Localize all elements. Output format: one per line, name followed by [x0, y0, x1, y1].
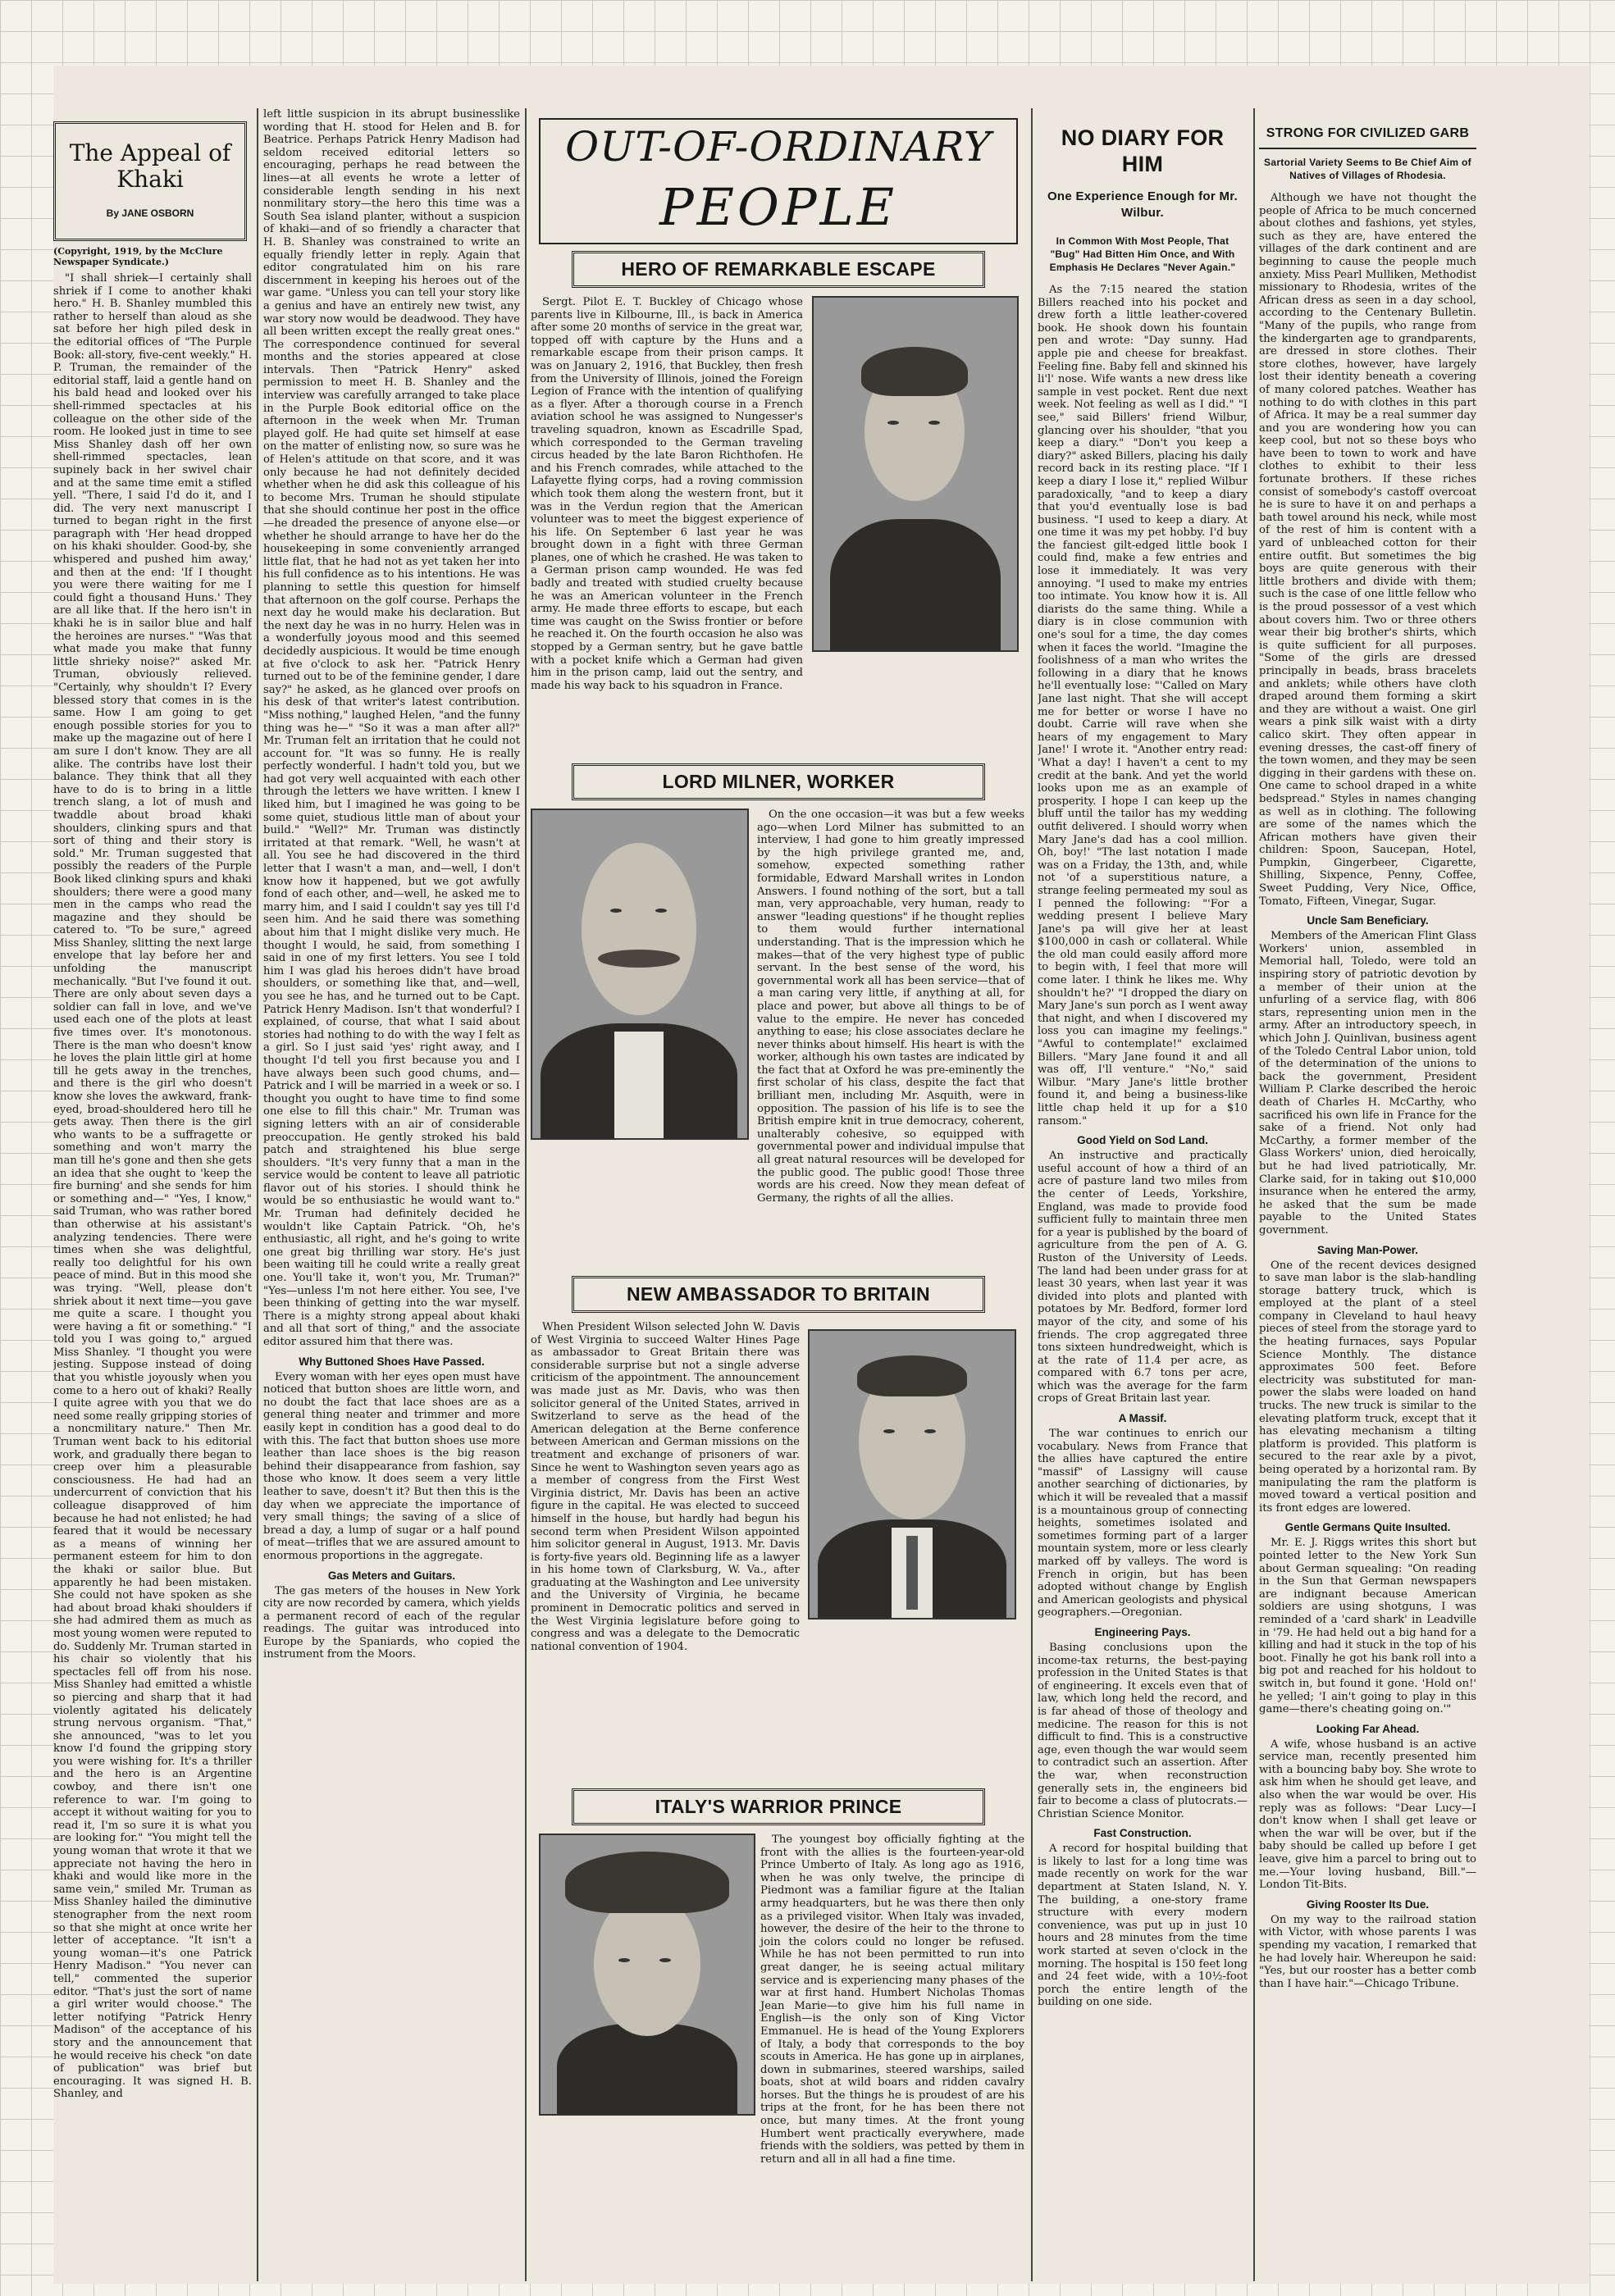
prince-umberto-photo: [539, 1834, 755, 2116]
diary-deck: One Experience Enough for Mr. Wilbur.: [1047, 189, 1239, 220]
khaki-story-body: "I shall shriek—I certainly shall shriek if I come to another khaki hero." H. B. Shanley mumbled this rather to herself than aloud as she sat before her high piled desk in the editorial offices of "The Purple Book: all-story, five-cent weekly." H. P. Truman, the remainder of the editorial staff, laid a gentle hand on his bald head and looked over his shell-rimmed spectacles at his colleague on the other side of the room. He looked just in time to see Miss Shanley dash off her own shell-rimmed spectacles, lean supinely back in her swivel chair and at the same time emit a stifled yell. "There, I said I'd do it, and I did. The very next manuscript I turned to began right in the first paragraph with 'Her head dropped on his khaki shoulder. Good-by, she whispered and pushed him away,' and then at the end: 'If I thought you were there waiting for me I could fight a thousand Huns.' They are all like that. If the hero isn't in khaki he is in sailor blue and half the heroines are nurses." "Was that what made you make that funny little shrieky noise?" asked Mr. Truman, obviously relieved. "Certainly, why shouldn't I? Every blessed story that comes in is the same. How I am going to get enough possible stories for you to make up the magazine out of here I am sure I don't know. They are all alike. The contribs have lost their balance. They think that all they have to do is to bring in a little trench slang, a lot of mush and twaddle about broad khaki shoulders, clinking spurs and that sort of thing and their story is sold." Mr. Truman suggested that possibly the readers of the Purple Book liked clinking spurs and khaki shoulders; there were a good many men in the camps who read the magazine and they should be catered to. "To be sure," agreed Miss Shanley, slitting the next large envelope that lay before her and unfolding the manuscript mechanically. "But I've found it out. There are only about seven days a soldier can fall in love, and we've used each one of the plots at least five times over. It's monotonous. There is the man who doesn't know he loves the plain little girl at home till he gets away in the trenches, and there is the girl who doesn't know she loves the awkward, frank-eyed, broad-shouldered hero till he gets away. Then there is the girl who wants to be a suffragette or something and won't marry the man till he's gone and then she gets an idea that she ought to 'keep the fire burning' and she sends for him or something and—" "Yes, I know," said Truman, who was rather bored than otherwise at his assistant's analyzing tendencies. There were times when she was delightful, really too delightful for his own peace of mind. But in this mood she was trying. "Well, please don't shriek about it next time—you gave me quite a scare. I thought you were having a fit or something." "I told you I was going to," argued Miss Shanley. "I thought you were jesting. Suppose instead of doing that you whistle joyously when you come to a hero out of khaki? Really I quite agree with you that we do need some really gripping stories of a noncmilitary nature." Then Mr. Truman went back to his editorial work, and gradually there began to creep over him a pleasurable consciousness. He had had an undercurrent of conviction that his colleague disapproved of him because he had not enlisted; he had feared that it would be necessary as a means of winning her permanent esteem for him to don the khaki or sailor blue. But apparently he had been mistaken. She could not have spoken as she had about broad khaki shoulders if she had admired them as much as most young women were reputed to do. Suddenly Mr. Truman started in his chair so violently that his spectacles fell off from his nose. Miss Shanley had emitted a whistle so piercing and sharp that it had violently agitated his delicately strung nervous organism. "That," she announced, "was to let you know I'd found the gripping story you were wishing for. It's a thriller and the hero is an Argentine cowboy, and there isn't one reference to war. I'm going to accept it without waiting for you to read it, I'm so sure it is what you are looking for." "You might tell the young woman that wrote it that we appreciate not having the hero in khaki and would like more in the same vein," smiled Mr. Truman as Miss Shanley hailed the diminutive stenographer from the next room so that she might at once write her letter of acceptance. "It isn't a young woman—it's one Patrick Henry Madison." "You never can tell," commented the superior editor. "That's just the sort of name a girl writer would choose." The letter notifying "Patrick Henry Madison" of the acceptance of his story and the announcement that he would receive his check "on date of publication" was brief but encouraging. It was signed H. B. Shanley, and: [53, 272, 252, 2101]
diary-body: As the 7:15 neared the station Billers reached into his pocket and drew forth a little leather-covered book. He shook down his fountain pen and wrote: "Day sunny. Had apple pie and cheese for breakfast. Feeling fine. Baby fell and skinned his li'l' nose. Wife wants a new dress like sample in vest pocket. Rent due next week. Not feeling as well as I did." "I see," said Billers' friend Wilbur, glancing over his shoulder, "that you keep a diary." "Don't you keep a diary?" asked Billers, placing his daily record back in its resting place. "If I keep a diary I lose it," replied Wilbur paradoxically, "and to keep a diary that you'd eventually lose is bad business. "I used to keep a diary. At one time it was my pet hobby. I'd buy the fanciest gilt-edged little book I could find, make a few entries and lose it immediately. It was very annoying. "I used to make my entries too intimate. You know how it is. All diarists do the same thing. While a diary is in close communion with one's soul for a time, the day comes when it faces the world. "Imagine the foolishness of a man who writes the following in a diary that he knows he'll eventually lose: "'Called on Mary Jane last night. That she will accept me for better or worse I have no doubt. Carrie will rave when she hears of my engagement to Mary Jane!' I wrote it. "Another entry read: 'What a day! I haven't a cent to my credit at the bank. And yet the world looks upon me as an example of prosperity. I hope I can keep up the bluff until the tailor has my wedding outfit delivered. I should worry when Mary Jane's dad has a cool million. Oh, boy!' "The last notation I made was on a Friday, the 13th, and, while not 'of a superstitious nature, a strange feeling permeated my soul as I penned the following: "'For a wedding present I believe Mary Jane's pa will give her at least $100,000 in cash or collateral. While the old man could easily afford more to begin with, I feel that more will come later. I think he likes me. Why shouldn't he?' "I dropped the diary on Mary Jane's sun porch as I went away that night, and when I discovered my loss you can imagine my feelings." "Awful to contemplate!" exclaimed Billers. "Mary Jane found it and all was off, I'll venture." "No," said Wilbur. "Mary Jane's little brother found it, and being a business-like little chap held it up for a $10 ransom.": [1038, 284, 1248, 1128]
khaki-copyright: (Copyright, 1919, by the McClure Newspaper Syndicate.): [53, 246, 223, 267]
rooster-headline: Giving Rooster Its Due.: [1306, 1897, 1430, 1911]
column-rule: [1031, 108, 1033, 2281]
escape-headline: HERO OF REMARKABLE ESCAPE: [572, 251, 985, 288]
massif-body: The war continues to enrich our vocabulary. News from France that the allies have captured the entire "massif" of Lassigny will cause another searching of dictionaries, by which it will be revealed that a massif is a mountainous group of connecting heights, sometimes isolated and sometimes forming part of a larger mountain system, more or less clearly marked off by valleys. The word is French in origin, but has been adopted without change by English and American geologists and physical geographers.—Oregonian.: [1038, 1428, 1248, 1620]
construction-headline: Fast Construction.: [1093, 1827, 1192, 1840]
khaki-title-box: [53, 121, 247, 241]
garb-headline: STRONG FOR CIVILIZED GARB: [1259, 126, 1476, 149]
milner-section: [531, 809, 1026, 1268]
saving-body: One of the recent devices designed to save man labor is the slab-handling storage battery truck, which is employed at the plant of a steel company in Cleveland to haul heavy pieces of steel from the storage yard to the heating furnaces, says Popular Science Monthly. The distance approximates 500 feet. Before electricity was substituted for man-power the slabs were loaded on hand trucks. The new truck is similar to the elevating platform truck, except that it has elevating mechanism a tilting platform is provided. This platform is secured to the rear axle by a pivot, being operated by a horizontal ram. By manipulating the ram the platform is moved toward a vertical position and its front edges are lowered.: [1259, 1259, 1476, 1515]
out-of-ordinary-section: [531, 108, 1026, 2281]
escape-body: Sergt. Pilot E. T. Buckley of Chicago whose parents live in Kilbourne, Ill., is back in America after some 20 months of service in the great war, topped off with capture by the Huns and a remarkable escape from their prison camps. It was on January 2, 1916, that Buckley, then fresh from the University of Illinois, joined the Foreign Legion of France with the intention of qualifying as a flyer. After a thorough course in a French aviation school he was assigned to Nungesser's traveling squadron, known as Escadrille Spad, which corresponded to the German traveling circus headed by the late Baron Richthofen. He and his French comrades, while attached to the Lafayette flying corps, had a roving commission which took them along the western front, but it was in the Verdun region that the American volunteer was to meet the biggest experience of his life. On September 6 last year he was brought down in a fight with three German planes, one of which he crashed. He was taken to a German prison camp wounded. He was fed badly and treated with studied cruelty because he was an American volunteer in the French army. He made three efforts to escape, but each time was caught on the Swiss frontier or before he reached it. On the fourth occasion he also was stopped by a German sentry, but he gave battle with a pocket knife which a German had given him in the prison camp, laid out the sentry, and made his way back to his squadron in France.: [531, 296, 803, 692]
gentle-germans-headline: Gentle Germans Quite Insulted.: [1284, 1521, 1451, 1534]
shoes-headline: Why Buttoned Shoes Have Passed.: [299, 1355, 485, 1368]
davis-portrait-photo: [808, 1329, 1016, 1620]
column-rule: [257, 108, 258, 2281]
construction-body: A record for hospital building that is likely to last for a long time was made recently on work for the war department at Staten Island, N. Y. The building, a one-story frame structure with every modern convenience, was put up in just 10 hours and 28 minutes from the time work started at seven o'clock in the morning. The hospital is 150 feet long and 24 feet wide, with a 10½-foot porch the entire length of the building on one side.: [1038, 1843, 1248, 2009]
column-rule: [525, 108, 527, 2281]
milner-headline: LORD MILNER, WORKER: [572, 763, 985, 800]
diary-column: [1038, 108, 1248, 2281]
garb-deck: Sartorial Variety Seems to Be Chief Aim of Natives of Villages of Rhodesia.: [1264, 157, 1471, 181]
garb-body: Although we have not thought the people of Africa to be much concerned about clothes and fashions, yet styles, such as they are, have entered the villages of the dark continent and are beginning to cause the people much anxiety. Miss Pearl Mulliken, Methodist missionary to Rhodesia, writes of the African dress as seen in a day school, according to the Centenary Bulletin. "Many of the pupils, who range from the kindergarten age to grandparents, are dressed in store clothes. Their store clothes, however, have largely lost their identity beneath a covering of many colored patches. Weather has nothing to do with clothes in this part of Africa. It may be a real summer day and you are wondering how you can keep cool, but not so these boys who have been to town to work and have clothes to exhibit to their less fortunate brothers. If these riches consist of somebody's castoff overcoat he is sure to have it on and perhaps a bath towel around his neck, while most of the rest of him is content with a yard of unbleached cotton for their entire outfit. But sometimes the big boys are quite generous with their little brothers and divide with them; such is the case of one little fellow who is the proud possessor of a vest which about covers him. Two or three others wear their big brother's shirts, which is quite sufficient for all purposes. "Some of the girls are dressed principally in beads, brass bracelets and anklets; while others have cloth draped around them forming a skirt and they are without a waist. One girl wears a pink silk waist with a dirty calico skirt. They often appear in evening dresses, the cast-off finery of the town women, and they may be seen digging in their gardens with these on. One came to school draped in a white bedspread." Styles in names changing as well as in clothing. The following are some of the names which the African mothers have given their children: Spoon, Saucepan, Hotel, Pumpkin, Gingerbeer, Cigarette, Shilling, Sixpence, Penny, Coffee, Sweet Pudding, Very Nice, Office, Tomato, Fifteen, Vinegar, Sugar.: [1259, 192, 1476, 908]
yield-headline: Good Yield on Sod Land.: [1077, 1134, 1208, 1147]
khaki-story-column: [53, 108, 252, 2281]
ambassador-body: When President Wilson selected John W. Davis of West Virginia to succeed Walter Hines Page as ambassador to Great Britain there was considerable surprise but not a single adverse criticism of the appointment. The announcement was made just as Mr. Davis, who was then solicitor general of the United States, arrived in Switzerland to serve as the head of the American delegation at the Berne conference between American and German missions on the treatment and exchange of prisoners of war. Since he went to Washington seven years ago as a member of congress from the First West Virginia district, Mr. Davis has been an active figure in the capital. He was elected to succeed himself in the house, but hardly had begun his second term when President Wilson appointed him solicitor general in August, 1913. Mr. Davis is forty-five years old. Beginning life as a lawyer in his home town of Clarksburg, W. Va., after graduating at the Washington and Lee university and the University of Virginia, he became prominent in Democratic politics and served in the West Virginia legislature before going to congress and was a delegate to the Democratic national convention of 1904.: [531, 1321, 800, 1653]
column-rule: [1253, 108, 1255, 2281]
gentle-germans-body: Mr. E. J. Riggs writes this short but pointed letter to the New York Sun about German squealing: "On reading in the Sun that German newspapers are indignant because American soldiers are using shotguns, I was reminded of a 'card shark' in Leadville in '79. He had held out a big hand for a killing and had it stuck in the top of his boot. Finally he got his bank roll into a big pot and reached for his holdout to switch in, but found it gone. 'Hold on!' he yelled; 'I ain't going to play in this game—there's cheating going on.'": [1259, 1537, 1476, 1716]
gas-body: The gas meters of the houses in New York city are now recorded by camera, which yields a permanent record of each of the regular readings. The guitar was introduced into Europe by the Spaniards, who copied the instrument from the Moors.: [263, 1584, 520, 1661]
khaki-story-continued: left little suspicion in its abrupt businesslike wording that H. stood for Helen and B. for Beatrice. Perhaps Patrick Henry Madison had seldom received editorial letters so encouraging, perhaps he read between the lines—at all events he wrote a letter of considerable length sending in his next nonmilitary story—the hero this time was a South Sea island planter, without a suspicion of khaki—and of so friendly a character that H. B. Shanley was constrained to write an equally friendly letter in reply. Again that editor congratulated him on his rare discernment in keeping his heroes out of the war game. "Unless you can tell your story like a genius and have an entirely new twist, any war story now would be deadwood. They have all been written except the really great ones." The correspondence continued for several months and the stories appeared at close intervals. Then "Patrick Henry" asked permission to meet H. B. Shanley and the interview was carefully arranged to take place in the Purple Book editorial office on the afternoon in the week when Mr. Truman played golf. He had quite set himself at ease on the matter of enlisting now, so sure was he of Helen's attitude on that score, and it was only because he had not definitely decided whether when he did ask this colleague of his to become Mrs. Truman he should stipulate that she should continue her post in the office—he dreaded the presence of anyone else—or whether he should arrange to have her do the housekeeping in some conveniently arranged little flat, that he had not as yet taken her into his full confidence as to his intentions. He was planning to settle this question for himself that afternoon on the golf course. Perhaps the next day he would make his declaration. But the next day he was in no hurry. Helen was in a wonderfully joyous mood and this seemed decidedly auspicious. It would be time enough at five o'clock to ask her. "Patrick Henry turned out to be of the feminine gender, I dare say?" he asked, as he glanced over proofs on his desk of that writer's latest contribution. "Miss nothing," laughed Helen, "and the funny thing was he—" "So it was a man after all?" Mr. Truman felt an irritation that he could not account for. "It was so funny. He is really perfectly wonderful. I hadn't told you, but we had got very well acquainted with each other through the letters we have written. I knew I liked him, but I imagined he was going to be some quiet, studious little man of about your build." "Well?" Mr. Truman was distinctly irritated at that remark. "Well, he wasn't at all. You see he had discovered in the third letter that I wasn't a man, and—well, I don't know how it happened, but we got awfully fond of each other, and—well, he asked me to marry him, and I said I couldn't say yes till I'd seen him. And he said there was something about him that I might dislike very much. He thought I would, he said, from something I said in one of my first letters. You see I told him I was glad his heroes didn't have broad shoulders, or something like that, and—well, you see he has, and he turned out to be Capt. Patrick Henry Madison. Isn't that wonderful? I explained, of course, that what I said about stories had nothing to do with the way I felt as a girl. So I just said 'yes' right away, and I thought I'd tell you first because you and I have always been such good chums, and—Patrick and I will be married in a week or so. I thought you ought to have time to find some one else to fill this chair." Mr. Truman was signing letters with an air of considerable preoccupation. He gently stroked his bald patch and straightened his blue serge shoulders. "It's very funny that a man in the service would be content to leave all patriotic flavor out of his stories. I should think he would be so enthusiastic he would want to." Mr. Truman had definitely decided he wouldn't like Captain Patrick. "Oh, he's enthusiastic, all right, and he's going to write one great big thrilling war story. He's just been waiting till he could write a really great one. You'll take it, won't you, Mr. Truman?" "Yes—unless I'm not here either. You see, I've been thinking of getting into the war myself. There is a mighty strong appeal about khaki and all that sort of thing," and the associate editor assured him that there was.: [263, 108, 520, 1348]
gas-headline: Gas Meters and Guitars.: [327, 1569, 456, 1582]
ambassador-section: [531, 1321, 1026, 1780]
far-ahead-body: A wife, whose husband is an active service man, recently presented him with a bouncing baby boy. She wrote to ask him when he should get leave, and also when the war would be over. His reply was as follows: "Dear Lucy—I don't know when I shall get leave or when the war will be over, but if the baby should be called up before I get leave, give him a parcel to bring out to me.—Your loving husband, Bill."—London Tit-Bits.: [1259, 1738, 1476, 1892]
uncle-sam-body: Members of the American Flint Glass Workers' union, assembled in Memorial hall, Toledo, were told an inspiring story of patriotic devotion by a member of their union at the unfurling of a service flag, with 806 stars, representing union men in the army. After an introductory speech, in which John J. Quinlivan, business agent of the Toledo Central Labor union, told of the determination of the unions to back the government, President William P. Clarke described the heroic death of Charles H. McCarthy, who sacrificed his own life in France for the sake of a friend. Not only had McCarthy, a former member of the Glass Workers' union, died heroically, but he had lived patriotically, Mr. Clarke said, for in taking out $10,000 insurance when he entered the army, he asked that the sum be made payable to the United States government.: [1259, 930, 1476, 1237]
milner-portrait-photo: [531, 809, 749, 1140]
masthead-line2: PEOPLE: [659, 177, 897, 237]
prince-section: [531, 1834, 1026, 2166]
khaki-continued-column: [263, 108, 520, 2281]
khaki-byline: By JANE OSBORN: [106, 207, 194, 219]
prince-headline: ITALY'S WARRIOR PRINCE: [572, 1788, 985, 1825]
diary-headline: NO DIARY FOR HIM: [1061, 125, 1225, 176]
khaki-title: The Appeal of Khaki: [69, 139, 231, 193]
saving-headline: Saving Man-Power.: [1316, 1243, 1419, 1256]
far-ahead-headline: Looking Far Ahead.: [1316, 1722, 1420, 1735]
escape-section: [531, 296, 1026, 755]
shoes-body: Every woman with her eyes open must have noticed that button shoes are little worn, and no doubt the fact that lace shoes are as a general thing neater and trimmer and more easily kept in condition has a good deal to do with this. The fact that button shoes use more leather than lace shoes is the big reason behind their disappearance from fashion, say those who know. It does seem a very little leather to save, doesn't it? But then this is the day when we appreciate the importance of very small things; the saving of a slice of bread a day, a lump of sugar or a half pound of meat—trifles that we are assured amount to enormous proportions in the aggregate.: [263, 1370, 520, 1562]
engineering-body: Basing conclusions upon the income-tax returns, the best-paying profession in the United States is that of engineering. It excels even that of law, which long held the record, and is far ahead of those of theology and medicine. The reason for this is not difficult to find. This is a constructive age, even though the war would seem to contradict such an assertion. After the war, when reconstruction generally sets in, the engineers bid fair to become a class of plutocrats.—Christian Science Monitor.: [1038, 1641, 1248, 1820]
garb-column: [1259, 108, 1476, 2281]
masthead-box: [539, 118, 1018, 244]
uncle-sam-headline: Uncle Sam Beneficiary.: [1307, 914, 1429, 927]
ambassador-headline: NEW AMBASSADOR TO BRITAIN: [572, 1276, 985, 1313]
buckley-portrait-photo: [812, 296, 1019, 652]
yield-body: An instructive and practically useful account of how a third of an acre of pasture land two miles from the center of Leeds, Yorkshire, England, was made to provide food sufficient fully to maintain three men for a year is published by the board of agriculture from the pen of A. G. Ruston of the University of Leeds. The land had been under grass for at least 30 years, when last year it was divided into plots and planted with potatoes by Mr. Bedford, former lord mayor of the city, and some of his friends. The crop aggregated three tons sixteen hundredweight, which is at the rate of 11.4 per acre, as compared with 6.7 tons per acre, which was the average for the farm crops of Great Britain last year.: [1038, 1150, 1248, 1405]
rooster-body: On my way to the railroad station with Victor, with whose parents I was spending my vacation, I remarked that he had lovely hair. Whereupon he said: "Yes, but our rooster has a better comb than I have hair."—Chicago Tribune.: [1259, 1913, 1476, 1990]
engineering-headline: Engineering Pays.: [1094, 1625, 1191, 1638]
masthead-line1: OUT-OF-ORDINARY: [565, 123, 992, 171]
prince-body: The youngest boy officially fighting at the front with the allies is the fourteen-year-old Prince Umberto of Italy. As long ago as 1916, when he was only twelve, the principe di Piedmont was a familiar figure at the Italian army headquarters, but he was there then only as a privileged visitor. When Italy was invaded, however, the desire of the heir to the throne to join the colors could no longer be refused. While he has not been permitted to run into great danger, he is seeing actual military service and is experiencing many phases of the war at first hand. Humbert Nicholas Thomas Jean Marie—to give him his full name in English—is the only son of King Victor Emmanuel. He is head of the Young Explorers of Italy, a body that corresponds to the boy scouts in America. He has gone up in airplanes, down in submarines, steered warships, sailed boats, shot at wild boars and ridden cavalry horses. But the things he is proudest of are his trips at the front, for he has been there not once, but many times. At the front young Humbert went practically everywhere, made friends with the soldiers, was petted by them in return and all in all had a fine time.: [760, 1834, 1024, 2166]
massif-headline: A Massif.: [1118, 1412, 1167, 1425]
newspaper-page: [53, 66, 1589, 2284]
diary-subdeck: In Common With Most People, That "Bug" Had Bitten Him Once, and With Emphasis He Declares "Never Again.": [1049, 235, 1236, 273]
milner-body: On the one occasion—it was but a few weeks ago—when Lord Milner has submitted to an interview, I had gone to him greatly impressed by the high privilege granted me, and, somehow, expected something rather formidable, Edward Marshall writes in London Answers. I found nothing of the sort, but a tall man, very approachable, very human, ready to answer "leading questions" if he thought replies to them would further international understanding. That is the impression which he makes—that of the very highest type of public servant. In the best sense of the word, his governmental work all has been service—that of a man caring very little, if anything at all, for place and power, but above all things to be of value to the empire. He never has conceded anything to ease; his close associates declare he never thinks about himself. His heart is with the worker, although his own tastes are indicated by the fact that at Oxford he was pre-eminently the first scholar of his class, despite the fact that brilliant men, including Mr. Asquith, were in opposition. The passion of his life is to see the British empire knit in true democracy, coherent, unalterably cohesive, so equipped with governmental power and individual impulse that all great natural resources will be developed for the public good. The public good! Those three words are his creed. Now they mean defeat of Germany, the rights of all the allies.: [757, 809, 1024, 1205]
